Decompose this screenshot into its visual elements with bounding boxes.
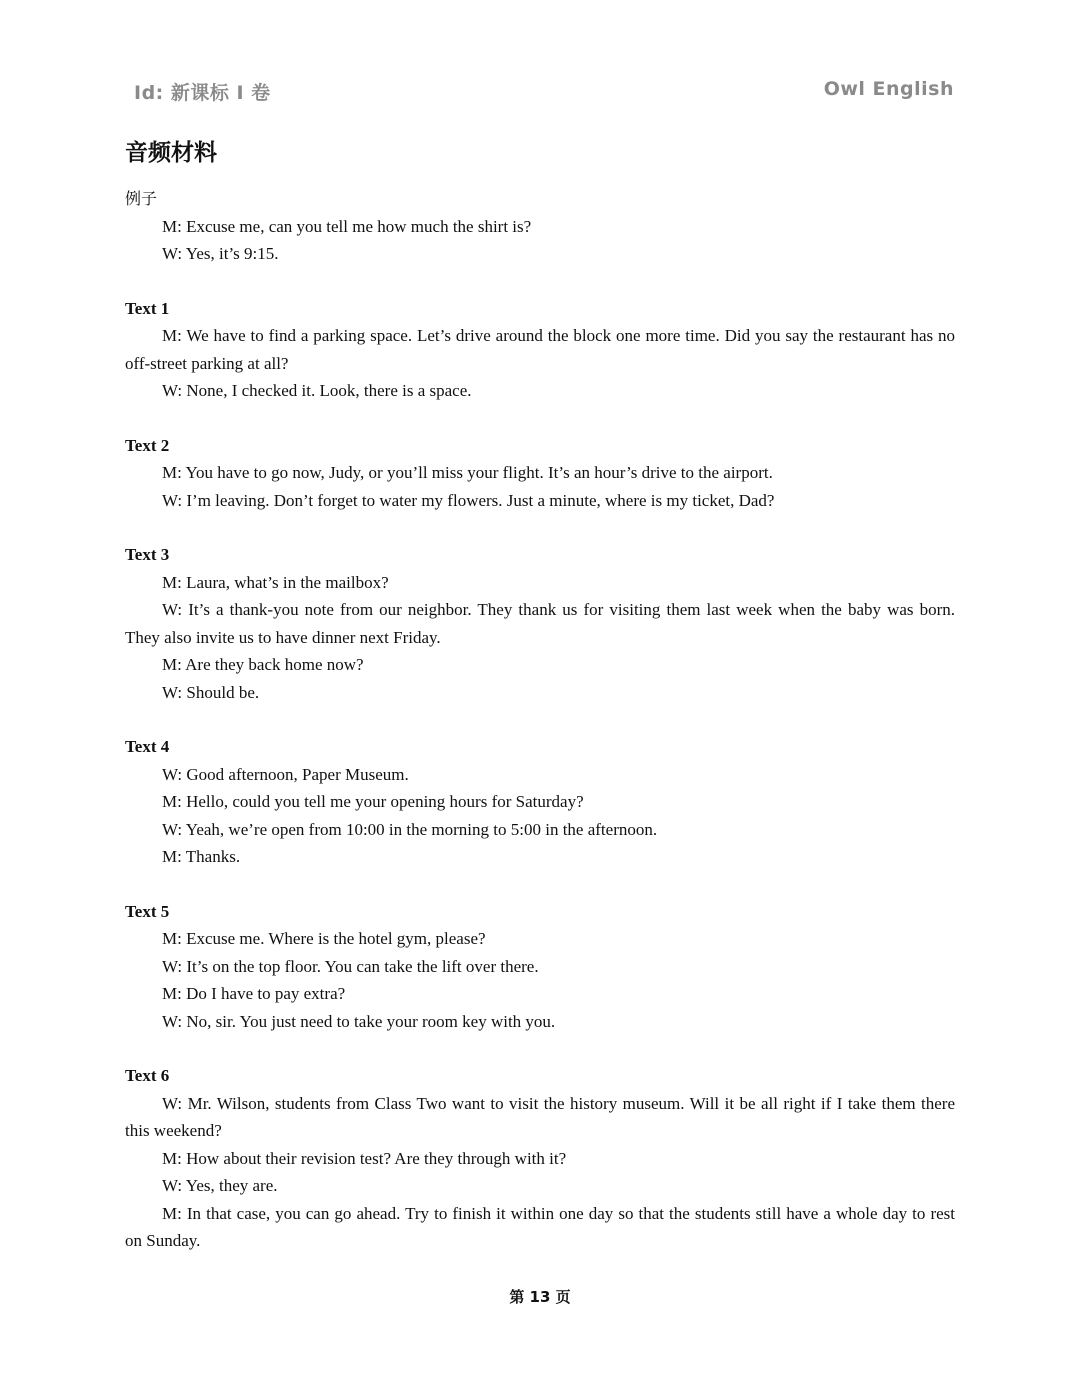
- dialogue-line: M: Excuse me. Where is the hotel gym, please?: [162, 929, 486, 948]
- section-label: Text 6: [125, 1066, 170, 1085]
- dialogue-line: W: It’s a thank-you note from our neighbor. They thank us for visiting them last week when the baby was born. They also invite us to have dinner next Friday.: [125, 600, 955, 647]
- section-example: [125, 185, 955, 268]
- dialogue-line: M: In that case, you can go ahead. Try to finish it within one day so that the students still have a whole day to rest on Sunday.: [125, 1203, 955, 1250]
- section-label: Text 4: [125, 737, 170, 756]
- dialogue-line: W: Good afternoon, Paper Museum.: [162, 764, 409, 784]
- section-text-2: [125, 432, 955, 515]
- dialogue-line: W: None, I checked it. Look, there is a space.: [162, 381, 472, 400]
- header-brand: Owl English: [823, 78, 954, 100]
- section-text-6: [125, 1062, 955, 1255]
- dialogue-line: M: Are they back home now?: [162, 655, 364, 674]
- dialogue-line: M: Hello, could you tell me your opening hours for Saturday?: [162, 792, 584, 811]
- dialogue-line: M: We have to find a parking space. Let’s drive around the block one more time. Did you say the restaurant has no off-street parking at all?: [125, 326, 955, 373]
- dialogue-line: W: Yes, it’s 9:15.: [162, 244, 279, 263]
- section-text-5: [125, 898, 955, 1036]
- dialogue-line: W: Should be.: [162, 682, 260, 702]
- section-label: Text 2: [125, 435, 170, 455]
- dialogue-line: M: Thanks.: [162, 847, 241, 866]
- dialogue-line: M: How about their revision test? Are they through with it?: [162, 1148, 567, 1168]
- dialogue-line: W: Yeah, we’re open from 10:00 in the morning to 5:00 in the afternoon.: [162, 819, 658, 839]
- section-label: Text 1: [125, 298, 170, 318]
- section-text-4: [125, 733, 955, 871]
- page-number: 第 13 页: [509, 1288, 571, 1306]
- dialogue-line: W: It’s on the top floor. You can take the lift over there.: [162, 956, 539, 976]
- dialogue-line: W: Yes, they are.: [162, 1176, 278, 1195]
- section-label: Text 5: [125, 901, 170, 921]
- section-text-3: [125, 541, 955, 706]
- section-text-1: [125, 295, 955, 405]
- dialogue-line: M: Do I have to pay extra?: [162, 984, 346, 1003]
- dialogue-line: M: Laura, what’s in the mailbox?: [162, 572, 389, 592]
- dialogue-line: M: You have to go now, Judy, or you’ll miss your flight. It’s an hour’s drive to the airport.: [162, 463, 773, 482]
- dialogue-line: W: Mr. Wilson, students from Class Two want to visit the history museum. Will it be all right if I take them there this weekend?: [125, 1093, 955, 1140]
- header-exam-id: Id: 新课标 I 卷: [134, 82, 271, 104]
- section-label: 例子: [125, 189, 158, 208]
- dialogue-line: W: No, sir. You just need to take your room key with you.: [162, 1011, 556, 1031]
- document-body: [125, 135, 955, 1282]
- dialogue-line: W: I’m leaving. Don’t forget to water my flowers. Just a minute, where is my ticket, Dad?: [162, 490, 775, 510]
- dialogue-line: M: Excuse me, can you tell me how much the shirt is?: [162, 216, 532, 236]
- page-title: 音频材料: [125, 140, 217, 166]
- section-label: Text 3: [125, 545, 170, 564]
